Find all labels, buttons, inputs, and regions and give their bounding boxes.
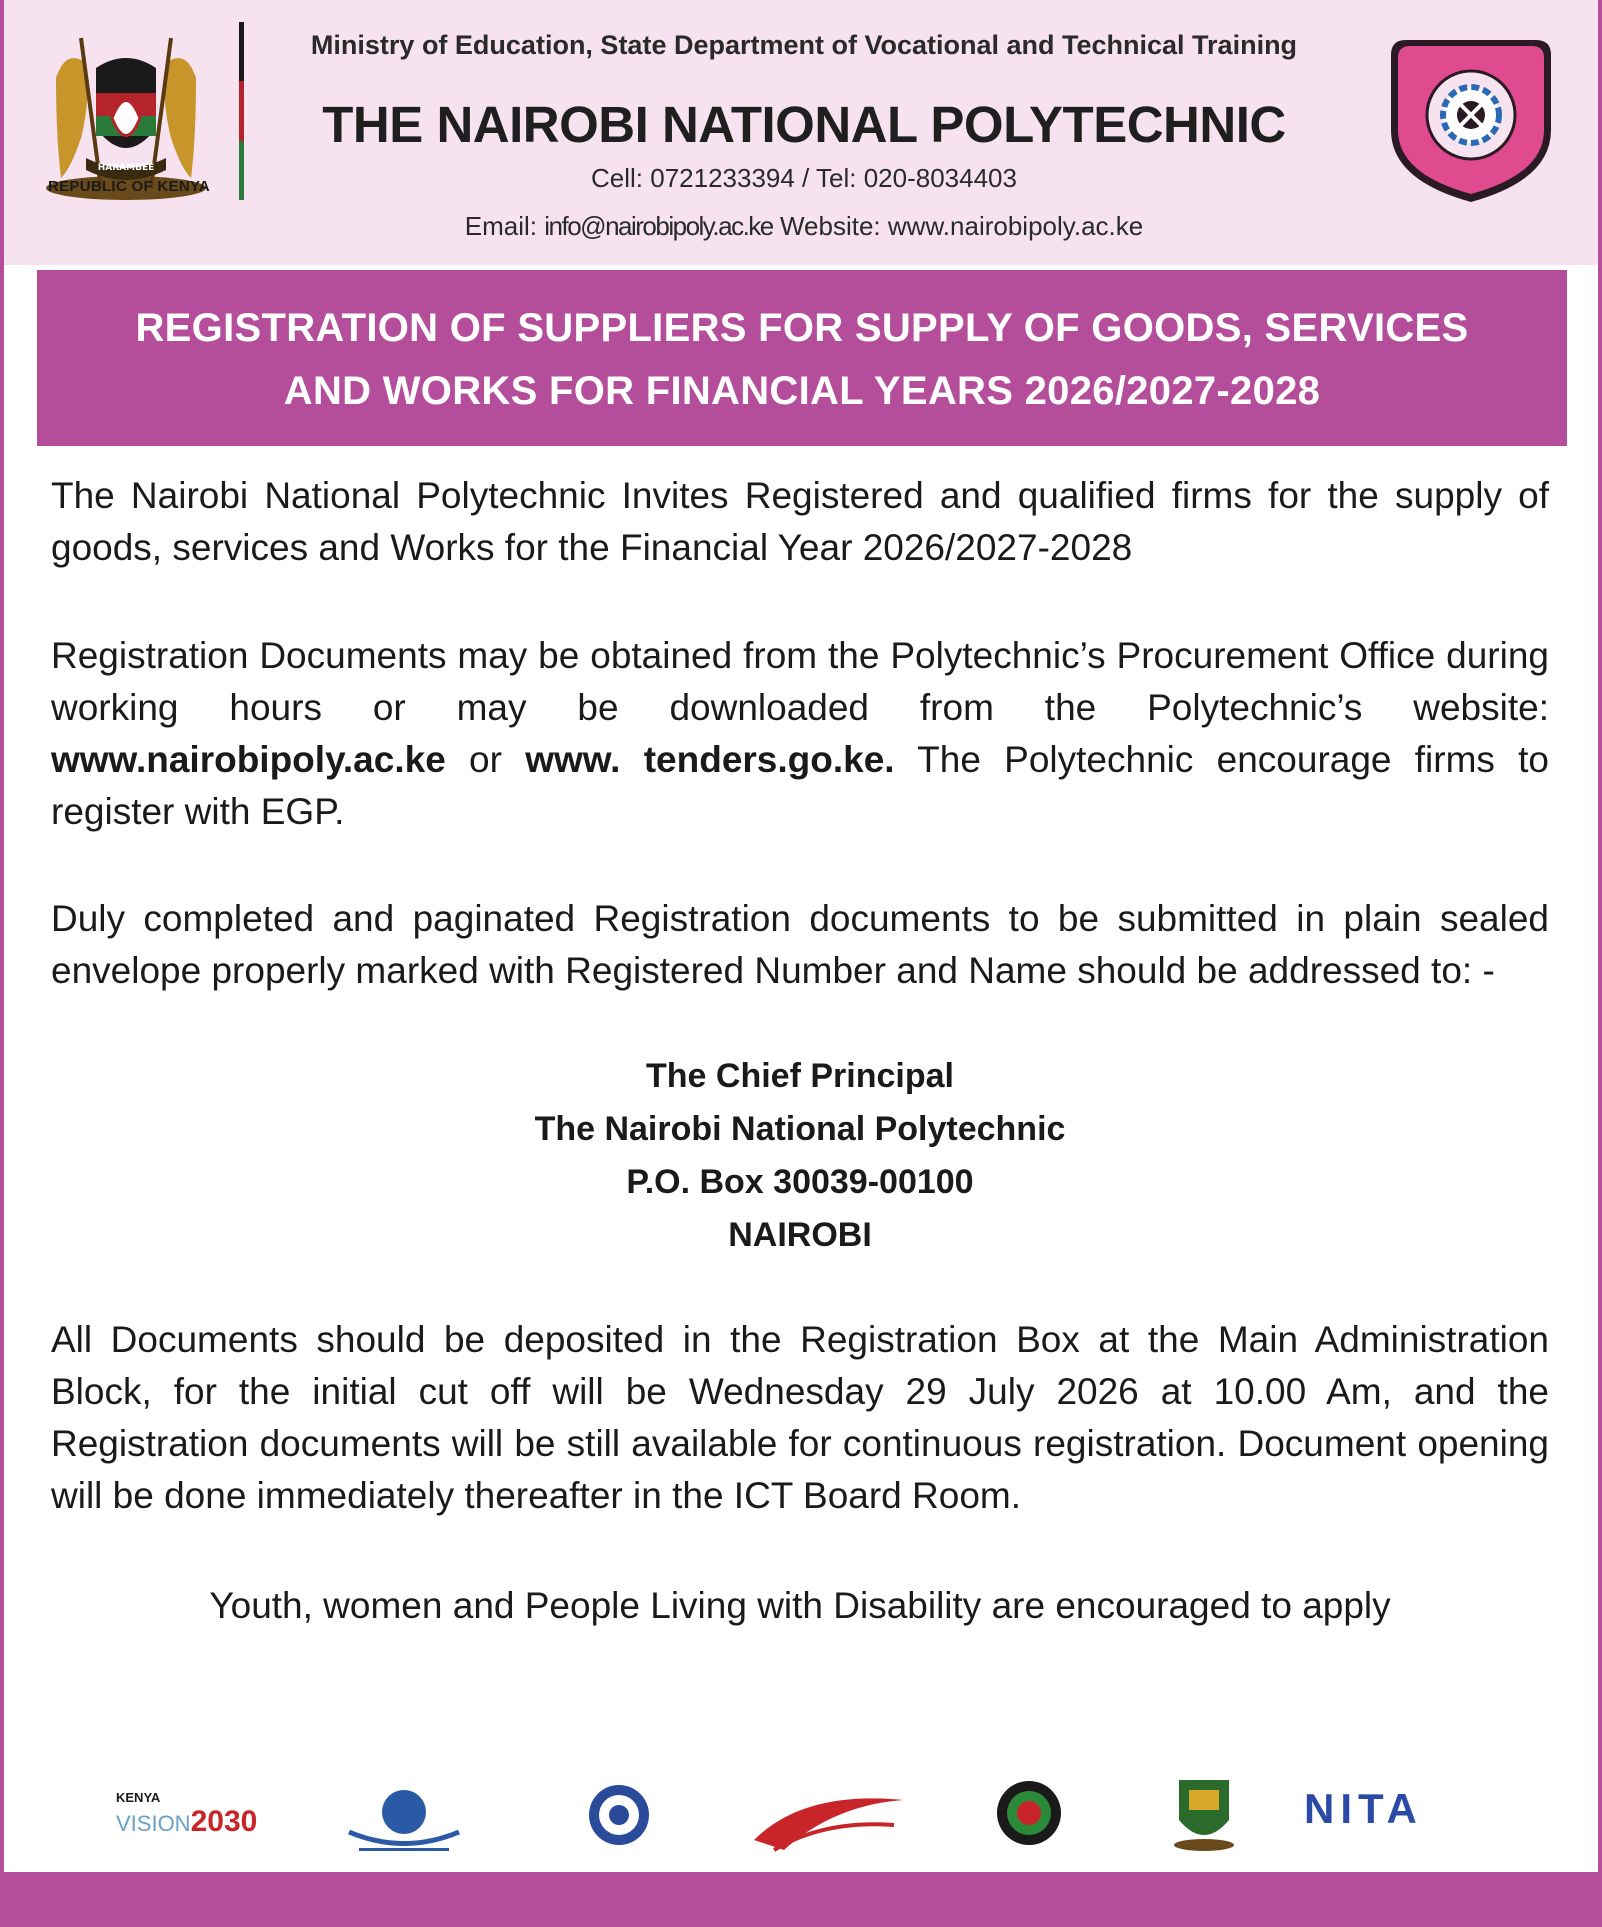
partner-logos [4,1760,1598,1860]
address-line: The Nairobi National Polytechnic [534,1110,1066,1148]
placement-service-logo [744,1780,914,1860]
or-text: or [469,739,502,780]
nita-logo [1304,1785,1504,1835]
vision-kenya-text: KENYA [116,1790,161,1805]
vision-year-text: 2030 [190,1805,258,1838]
contact-phone: Cell: 0721233394 / Tel: 020-8034403 [591,163,1017,193]
email-link[interactable]: info@nairobipoly.ac.ke [544,211,773,241]
invitation-paragraph: The Nairobi National Polytechnic Invites Registered and qualified firms for the supply of goods, services and Works for the Financial Year 2026/2027-2028 [51,475,1549,568]
documents-paragraph [51,630,1549,838]
letterhead [4,0,1598,265]
address-line: P.O. Box 30039-00100 [626,1163,974,1201]
polytechnic-seal [1386,30,1556,208]
institution-name: THE NAIROBI NATIONAL POLYTECHNIC [322,96,1286,153]
coat-of-arms-motto: HARAMBEE [97,163,155,173]
notice-title-line-2: AND WORKS FOR FINANCIAL YEARS 2026/2027-2028 [283,369,1321,413]
ministry-name: Ministry of Education, State Department of Vocational and Technical Training [310,30,1298,60]
kenya-vision-2030-logo [116,1790,296,1845]
notice-title-banner [37,270,1567,446]
email-label: Email: [464,211,538,241]
documents-text-start: Registration Documents may be obtained from the Polytechnic’s Procurement Office during working hours or may be downloaded from the Polytechnic’s website: [51,635,1549,728]
postal-address [51,1050,1549,1262]
nairobipoly-website-link[interactable]: www.nairobipoly.ac.ke [51,739,446,780]
helb-logo [989,1775,1069,1855]
tvet-logo [329,1770,479,1860]
contact-email-website [269,211,1339,242]
republic-caption: REPUBLIC OF KENYA [47,178,211,195]
website-label: Website: [779,211,881,241]
submission-paragraph: Duly completed and paginated Registration documents to be submitted in plain sealed envelope properly marked with Registered Number and Name should be addressed to: - [51,898,1549,991]
nita-text: NITA [1304,1785,1423,1832]
kenya-flag-bar [239,22,244,200]
website-link[interactable]: www.nairobipoly.ac.ke [887,211,1144,241]
address-line: The Chief Principal [646,1057,954,1095]
tenders-website-link[interactable]: www. tenders.go.ke. [525,739,895,780]
address-line: NAIROBI [728,1216,872,1254]
vision-text: VISION [116,1811,191,1836]
documents-text-end: The Polytechnic encourage firms to register with EGP. [51,739,1550,832]
kedp-seal-logo [584,1780,654,1850]
encouragement-line: Youth, women and People Living with Disability are encouraged to apply [209,1585,1391,1626]
county-coat-of-arms-logo [1169,1770,1239,1855]
deadline-paragraph: All Documents should be deposited in the Registration Box at the Main Administration Block, for the initial cut off will be Wednesday 29 July 2026 at 10.00 Am, and the Registration documents will be still available for continuous registration. Document opening will be done immediately thereafter in the ICT Board Room. [51,1319,1549,1516]
footer-band [4,1872,1598,1927]
notice-title-line-1: REGISTRATION OF SUPPLIERS FOR SUPPLY OF GOODS, SERVICES [135,306,1469,350]
